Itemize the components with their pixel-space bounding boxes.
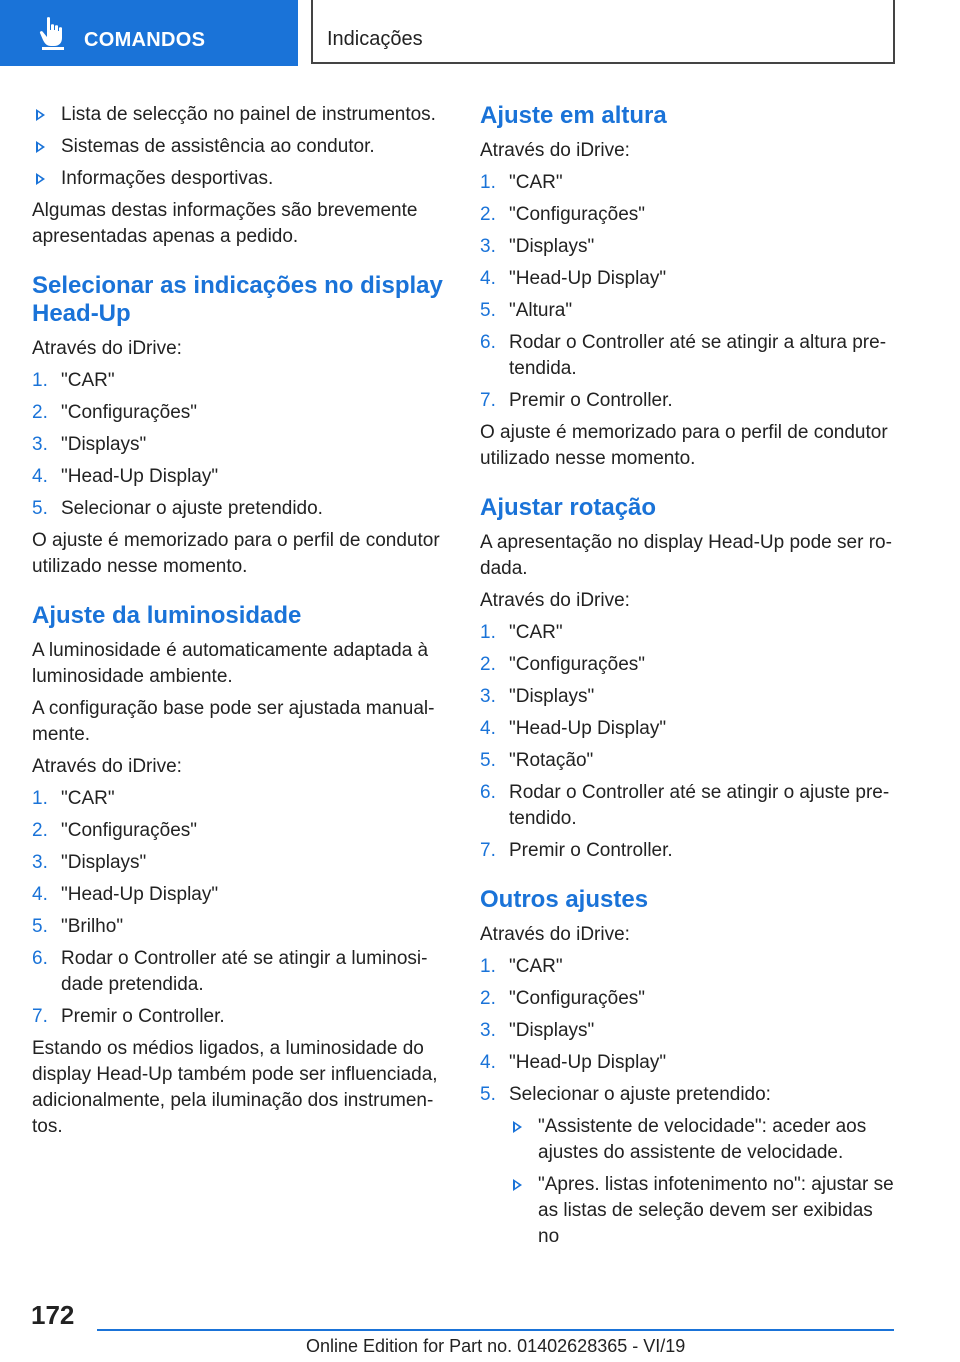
lead-text: Através do iDrive: <box>32 756 182 777</box>
list-item: 4. "Head-Up Display" <box>480 1052 667 1073</box>
steps-list <box>32 368 444 522</box>
list-item: 2. "Configurações" <box>480 654 646 675</box>
list-item: 6. Rodar o Controller até se atingir o ajuste pretendido. <box>480 782 890 829</box>
section-heading: Selecionar as indicações no display Head-Up <box>32 272 443 327</box>
triangle-bullet-icon <box>36 109 45 121</box>
list-item: 3. "Displays" <box>480 1020 595 1041</box>
section-height <box>480 102 898 472</box>
list-item: 5. "Rotação" <box>480 750 594 771</box>
list-item: Informações desportivas. <box>32 166 444 192</box>
footer-divider <box>97 1329 894 1331</box>
steps-list <box>480 170 898 414</box>
edition-text: Online Edition for Part no. 01402628365 - VI/19 <box>306 1336 686 1356</box>
section-heading: Ajuste em altura <box>480 102 667 129</box>
list-item: 3. "Displays" <box>480 686 595 707</box>
list-item: "Apres. listas infotenimento no": ajustar se as listas de seleção devem ser exibidas no <box>509 1172 898 1250</box>
section-tab-comandos <box>0 0 298 66</box>
note-text: O ajuste é memorizado para o perfil de condutor utilizado nesse momento. <box>32 530 440 577</box>
sub-bullet-list <box>509 1114 898 1250</box>
page-header <box>0 0 960 66</box>
list-item: 5. Selecionar o ajuste pretendido. <box>32 498 323 519</box>
list-item: 1. "CAR" <box>480 172 563 193</box>
note-text: O ajuste é memorizado para o perfil de condutor utilizado nesse momento. <box>480 422 888 469</box>
list-item: 6. Rodar o Controller até se atingir a altura pretendida. <box>480 332 887 379</box>
subsection-label: Indicações <box>327 28 423 50</box>
lead-text: Através do iDrive: <box>480 140 630 161</box>
list-item: 7. Premir o Controller. <box>32 1006 225 1027</box>
section-select-indications <box>32 272 444 580</box>
steps-list <box>480 954 898 1250</box>
list-item: 4. "Head-Up Display" <box>480 268 667 289</box>
lead-text: Através do iDrive: <box>480 924 630 945</box>
list-item: 1. "CAR" <box>32 370 115 391</box>
list-item: 2. "Configurações" <box>480 988 646 1009</box>
list-item: 3. "Displays" <box>480 236 595 257</box>
list-item: 2. "Configurações" <box>32 402 198 423</box>
list-item: 6. Rodar o Controller até se atingir a luminosidade pretendida. <box>32 948 428 995</box>
list-item: 2. "Configurações" <box>480 204 646 225</box>
list-item: 2. "Configurações" <box>32 820 198 841</box>
list-item: 4. "Head-Up Display" <box>480 718 667 739</box>
list-item: 1. "CAR" <box>32 788 115 809</box>
list-item: 5. "Brilho" <box>32 916 124 937</box>
list-item: 4. "Head-Up Display" <box>32 884 219 905</box>
list-item: "Assistente de velocidade": aceder aos ajustes do assistente de velocidade. <box>509 1114 898 1166</box>
list-item: 3. "Displays" <box>32 434 147 455</box>
note-text: Estando os médios ligados, a luminosidade do display Head-Up também pode ser influenciada, adicionalmente, pela iluminação dos instrumentos. <box>32 1038 438 1137</box>
steps-list <box>480 620 898 864</box>
triangle-bullet-icon <box>513 1121 522 1133</box>
steps-list <box>32 786 444 1030</box>
paragraph: A luminosidade é automaticamente adaptada à luminosidade ambiente. <box>32 640 429 687</box>
section-heading: Ajuste da luminosidade <box>32 602 302 629</box>
section-label: COMANDOS <box>84 29 206 51</box>
intro-bullet-list <box>32 102 444 192</box>
list-item: 3. "Displays" <box>32 852 147 873</box>
paragraph: A apresentação no display Head-Up pode ser rodada. <box>480 532 892 579</box>
list-item: 5. Selecionar o ajuste pretendido: "Assistente de velocidade": aceder aos ajustes do assistente de velocidade. "Apres. listas infotenimento no": ajustar se as listas de seleção devem ser exibidas no <box>480 1082 898 1250</box>
hand-pointer-icon <box>38 16 68 50</box>
list-item: 7. Premir o Controller. <box>480 840 673 861</box>
triangle-bullet-icon <box>513 1179 522 1191</box>
list-item: 7. Premir o Controller. <box>480 390 673 411</box>
left-column <box>32 102 444 1146</box>
list-item: Sistemas de assistência ao condutor. <box>32 134 444 160</box>
list-item: 1. "CAR" <box>480 622 563 643</box>
right-column <box>480 102 898 1256</box>
list-item: 5. "Altura" <box>480 300 573 321</box>
paragraph: A configuração base pode ser ajustada manualmente. <box>32 698 435 745</box>
lead-text: Através do iDrive: <box>480 590 630 611</box>
triangle-bullet-icon <box>36 173 45 185</box>
page-number: 172 <box>31 1300 75 1330</box>
intro-note: Algumas destas informações são brevemente apresentadas apenas a pedido. <box>32 200 418 247</box>
list-item: 4. "Head-Up Display" <box>32 466 219 487</box>
triangle-bullet-icon <box>36 141 45 153</box>
section-brightness <box>32 602 444 1140</box>
section-heading: Ajustar rotação <box>480 494 657 521</box>
lead-text: Através do iDrive: <box>32 338 182 359</box>
list-item: 1. "CAR" <box>480 956 563 977</box>
section-rotation <box>480 494 898 864</box>
section-heading: Outros ajustes <box>480 886 649 913</box>
subsection-tab <box>311 0 895 64</box>
list-item: Lista de selecção no painel de instrumentos. <box>32 102 444 128</box>
section-other-settings <box>480 886 898 1250</box>
